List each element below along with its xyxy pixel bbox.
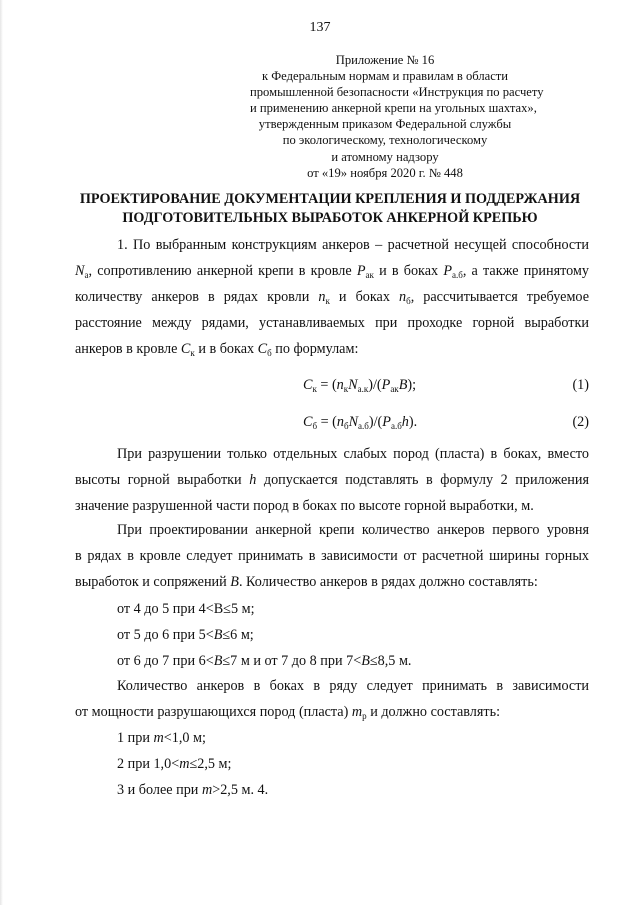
list-1 bbox=[75, 596, 589, 674]
text-fragment: ≤2,5 м; bbox=[189, 756, 232, 772]
text-line: значение разрушенной части пород в боках по высоте горной выработки, м. bbox=[75, 498, 534, 514]
appendix-line: по экологическому, технологическому bbox=[282, 133, 488, 148]
symbol: B bbox=[213, 627, 223, 643]
subscript: б bbox=[267, 348, 272, 358]
appendix-line: к Федеральным нормам и правилам в области bbox=[261, 69, 509, 84]
symbol: P bbox=[443, 263, 452, 279]
text-fragment: ≤6 м; bbox=[222, 627, 254, 643]
symbol: m bbox=[351, 704, 363, 720]
text-fragment: по формулам: bbox=[271, 341, 359, 357]
appendix-header bbox=[250, 52, 544, 181]
operator: = ( bbox=[316, 377, 337, 393]
operator: ). bbox=[408, 414, 418, 430]
text-fragment: , а также принятому bbox=[462, 263, 589, 279]
subscript: а bbox=[84, 270, 89, 280]
text-fragment: и боках bbox=[329, 289, 399, 305]
symbol: m bbox=[201, 782, 213, 798]
text-fragment: анкеров в кровле bbox=[75, 341, 181, 357]
title-line-1: ПРОЕКТИРОВАНИЕ ДОКУМЕНТАЦИИ КРЕПЛЕНИЯ И ПОДДЕРЖАНИЯ bbox=[79, 191, 581, 207]
text-fragment: 2 при 1,0< bbox=[117, 756, 180, 772]
operator: )/( bbox=[368, 377, 382, 393]
symbol: h bbox=[401, 414, 409, 430]
text-line bbox=[75, 699, 589, 725]
symbol: B bbox=[361, 653, 370, 669]
subscript: ак bbox=[390, 384, 399, 394]
text-line: При разрушении только отдельных слабых пород (пласта) в боках, вместо bbox=[117, 446, 589, 462]
subscript: р bbox=[362, 711, 367, 721]
formula-number: (2) bbox=[572, 414, 589, 430]
symbol: n bbox=[336, 377, 344, 393]
symbol: P bbox=[382, 414, 391, 430]
subscript: к bbox=[190, 348, 195, 358]
symbol: N bbox=[348, 414, 359, 430]
operator: ); bbox=[407, 377, 417, 393]
text-fragment: допускается подставлять в формулу 2 приложения bbox=[256, 472, 589, 488]
list-item bbox=[75, 725, 589, 751]
subscript: к bbox=[343, 384, 349, 394]
subscript: а.б bbox=[390, 421, 402, 431]
text-fragment: количеству анкеров в рядах кровли bbox=[75, 289, 319, 305]
list-item bbox=[75, 622, 589, 648]
symbol: B bbox=[213, 653, 223, 669]
symbol: N bbox=[75, 263, 85, 279]
paragraph-3 bbox=[75, 517, 589, 595]
text-fragment: от 6 до 7 при 6< bbox=[117, 653, 214, 669]
appendix-line: Приложение № 16 bbox=[335, 53, 435, 67]
formula-number: (1) bbox=[572, 377, 589, 393]
symbol: P bbox=[381, 377, 391, 393]
symbol: m bbox=[153, 730, 164, 746]
formula-2 bbox=[75, 414, 589, 434]
symbol: B bbox=[398, 377, 408, 393]
list-item bbox=[75, 751, 589, 777]
document-title bbox=[60, 190, 600, 228]
subscript: а.б bbox=[451, 270, 463, 280]
formula-1 bbox=[75, 377, 589, 397]
title-line-2: ПОДГОТОВИТЕЛЬНЫХ ВЫРАБОТОК АНКЕРНОЙ КРЕПЬЮ bbox=[122, 210, 538, 226]
text-fragment: >2,5 м. 4. bbox=[212, 782, 269, 798]
subscript: ак bbox=[365, 270, 374, 280]
text-fragment: и должно составлять: bbox=[366, 704, 501, 720]
list-item bbox=[75, 777, 589, 803]
paragraph-2 bbox=[75, 441, 589, 519]
subscript: к bbox=[312, 384, 317, 394]
symbol: h bbox=[249, 472, 257, 488]
text-fragment: высоты горной выработки bbox=[75, 472, 250, 488]
text-fragment: и в боках bbox=[194, 341, 258, 357]
symbol: n bbox=[336, 414, 344, 430]
text-fragment: , рассчитывается требуемое bbox=[410, 289, 589, 305]
text-fragment: <1,0 м; bbox=[163, 730, 206, 746]
text-line: При проектировании анкерной крепи количество анкеров первого уровня bbox=[117, 522, 589, 538]
paragraph-1 bbox=[75, 232, 589, 362]
appendix-line: промышленной безопасности «Инструкция по расчету bbox=[250, 85, 544, 100]
appendix-line: и применению анкерной крепи на угольных шахтах», bbox=[250, 101, 537, 116]
text-fragment: и в боках bbox=[373, 263, 444, 279]
text-line: в рядах в кровле следует принимать в зависимости от расчетной ширины горных bbox=[75, 548, 589, 564]
appendix-line: и атомному надзору bbox=[331, 149, 439, 164]
text-fragment: , сопротивлению анкерной крепи в кровле bbox=[88, 263, 357, 279]
operator: )/( bbox=[368, 414, 383, 430]
subscript: к bbox=[325, 296, 330, 306]
list-2 bbox=[75, 725, 589, 803]
symbol: N bbox=[348, 377, 358, 393]
symbol: C bbox=[180, 341, 191, 357]
symbol: n bbox=[399, 289, 407, 305]
text-fragment: ≤7 м и от 7 до 8 при 7< bbox=[222, 653, 362, 669]
subscript: б bbox=[312, 421, 318, 431]
symbol: C bbox=[257, 341, 268, 357]
subscript: а.к bbox=[357, 384, 369, 394]
symbol: C bbox=[303, 414, 313, 430]
formula-expression bbox=[303, 414, 417, 431]
text-line bbox=[75, 467, 589, 493]
subscript: б bbox=[406, 296, 411, 306]
text-line: расстояние между рядами, устанавливаемых при проходке горной выработки bbox=[75, 315, 589, 331]
appendix-line: утвержденным приказом Федеральной службы bbox=[258, 117, 512, 132]
symbol: P bbox=[356, 263, 366, 279]
operator: = ( bbox=[317, 414, 337, 430]
subscript: а.б bbox=[358, 421, 369, 431]
text-line bbox=[75, 284, 589, 310]
text-line: 1. По выбранным конструкциям анкеров – расчетной несущей способности bbox=[117, 237, 589, 253]
symbol: m bbox=[179, 756, 190, 772]
text-line bbox=[75, 569, 589, 595]
symbol: B bbox=[230, 574, 239, 590]
appendix-line: от «19» ноября 2020 г. № 448 bbox=[307, 165, 463, 180]
text-fragment: 3 и более при bbox=[117, 782, 202, 798]
text-fragment: . Количество анкеров в рядах должно составлять: bbox=[238, 574, 538, 590]
paragraph-4 bbox=[75, 673, 589, 725]
text-fragment: от 5 до 6 при 5< bbox=[117, 627, 214, 643]
text-line: Количество анкеров в боках в ряду следует принимать в зависимости bbox=[117, 678, 589, 694]
text-fragment: ≤8,5 м. bbox=[369, 653, 412, 669]
text-fragment: выработок и сопряжений bbox=[75, 574, 231, 590]
text-fragment: 1 при bbox=[117, 730, 154, 746]
symbol: n bbox=[318, 289, 326, 305]
symbol: C bbox=[303, 377, 313, 393]
text-line bbox=[75, 336, 589, 362]
page-number: 137 bbox=[309, 20, 331, 35]
list-item: от 4 до 5 при 4<B≤5 м; bbox=[117, 601, 255, 617]
text-line bbox=[75, 258, 589, 284]
subscript: б bbox=[343, 421, 349, 431]
list-item bbox=[75, 648, 589, 674]
text-fragment: от мощности разрушающихся пород (пласта) bbox=[75, 704, 352, 720]
formula-expression bbox=[303, 377, 416, 394]
